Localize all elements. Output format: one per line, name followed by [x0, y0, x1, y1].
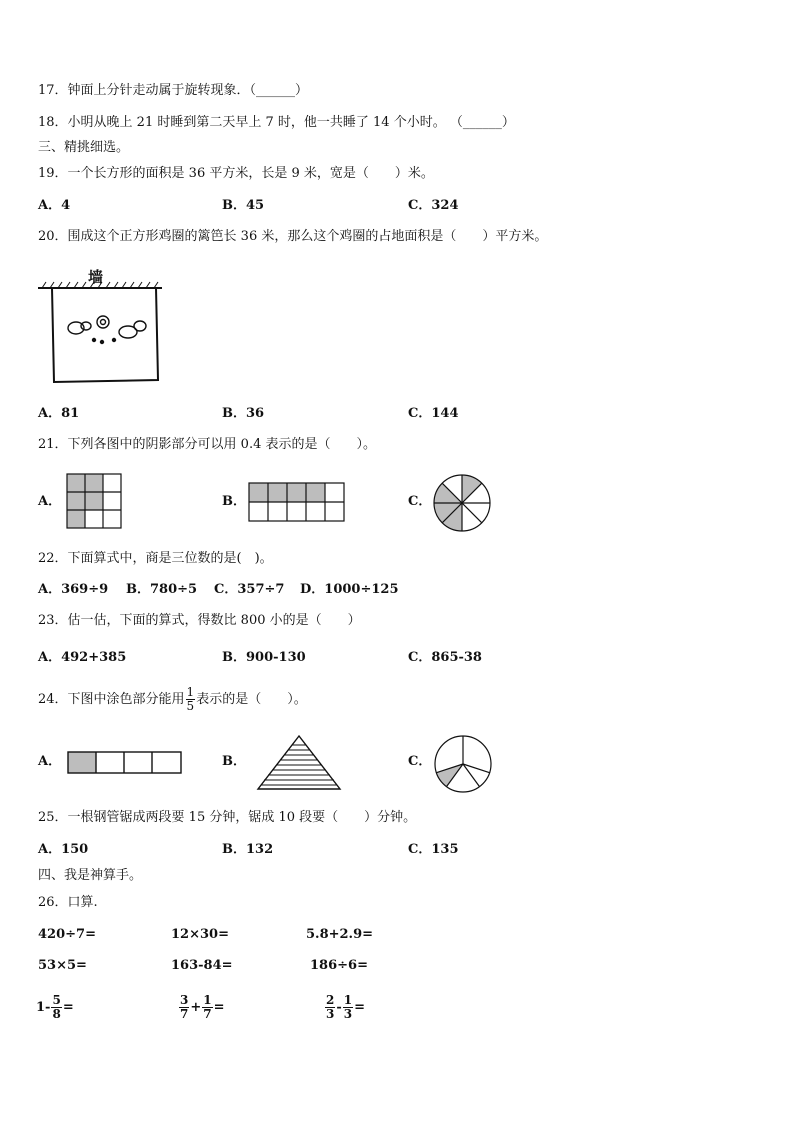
q21-option-c[interactable]: C． — [408, 494, 432, 509]
q25-option-a[interactable]: A．150 — [38, 842, 89, 857]
q24-figure-b-striped-triangle — [256, 734, 342, 792]
q25-option-b[interactable]: B．132 — [222, 842, 274, 857]
calc8-equals: = — [213, 1000, 225, 1015]
q22-option-b[interactable]: B．780÷5 — [126, 582, 198, 597]
q25-option-c[interactable]: C．135 — [408, 842, 459, 857]
calc7-prefix: 1- — [36, 1000, 51, 1015]
calc8-op: + — [190, 1000, 202, 1015]
calc9-den1: 3 — [326, 1007, 335, 1021]
q24-option-a[interactable]: A． — [38, 754, 62, 769]
calc9-op: - — [336, 1000, 342, 1015]
chicken-coop-figure — [36, 280, 166, 386]
question-24-stem — [38, 685, 307, 715]
oral-calc-3: 5.8+2.9= — [306, 927, 374, 942]
question-17: 17．钟面上分针走动属于旋转现象．（______） — [38, 83, 309, 98]
oral-calc-9 — [324, 994, 365, 1021]
q24-option-b[interactable]: B． — [222, 754, 246, 769]
oral-calc-4: 53×5= — [38, 958, 87, 973]
calc9-num1: 2 — [326, 993, 335, 1007]
fraction-denominator: 5 — [186, 699, 195, 713]
calc7-num: 5 — [52, 993, 61, 1007]
q21-figure-b-2x5-grid — [248, 482, 346, 522]
calc8-num1: 3 — [180, 993, 189, 1007]
q22-option-d[interactable]: D．1000÷125 — [300, 582, 399, 597]
calc8-den2: 7 — [203, 1007, 212, 1021]
one-fifth-fraction — [186, 686, 196, 713]
question-21-stem: 21．下列各图中的阴影部分可以用 0.4 表示的是（ ）。 — [38, 437, 376, 452]
question-19-stem: 19．一个长方形的面积是 36 平方米，长是 9 米，宽是（ ）米。 — [38, 166, 434, 181]
oral-calc-5: 163-84= — [171, 958, 233, 973]
wall-label: 墙 — [88, 268, 104, 286]
q21-option-a[interactable]: A． — [38, 494, 62, 509]
q21-figure-a-3x3-grid — [66, 473, 124, 531]
q21-option-b[interactable]: B． — [222, 494, 246, 509]
q19-option-c[interactable]: C．324 — [408, 198, 459, 213]
fraction-numerator: 1 — [186, 685, 195, 699]
q20-option-a[interactable]: A．81 — [38, 406, 80, 421]
question-23-stem: 23．估一估，下面的算式，得数比 800 小的是（ ） — [38, 613, 361, 628]
section-3-heading: 三、精挑细选。 — [38, 140, 130, 155]
q22-option-a[interactable]: A．369÷9 — [38, 582, 109, 597]
calc9-den2: 3 — [343, 1007, 353, 1021]
q19-option-b[interactable]: B．45 — [222, 198, 265, 213]
oral-calc-8 — [178, 994, 225, 1021]
q24-stem-suffix: 表示的是（ ）。 — [196, 692, 307, 707]
question-18: 18．小明从晚上 21 时睡到第二天早上 7 时，他一共睡了 14 个小时。 （______） — [38, 115, 515, 130]
calc8-num2: 1 — [203, 993, 212, 1007]
q20-option-c[interactable]: C．144 — [408, 406, 459, 421]
oral-calc-2: 12×30= — [171, 927, 229, 942]
oral-calc-1: 420÷7= — [38, 927, 96, 942]
calc9-num2: 1 — [343, 993, 353, 1007]
calc7-den: 8 — [52, 1007, 61, 1021]
q24-option-c[interactable]: C． — [408, 754, 432, 769]
q22-option-c[interactable]: C．357÷7 — [214, 582, 285, 597]
q23-option-b[interactable]: B．900-130 — [222, 650, 306, 665]
q24-figure-a-bar-5-parts — [66, 750, 184, 776]
q24-figure-c-circle-5-parts — [434, 735, 494, 795]
q24-stem-prefix: 24．下图中涂色部分能用 — [38, 692, 185, 707]
q19-option-a[interactable]: A．4 — [38, 198, 71, 213]
question-25-stem: 25．一根钢管锯成两段要 15 分钟，锯成 10 段要（ ）分钟。 — [38, 810, 417, 825]
q23-option-c[interactable]: C．865-38 — [408, 650, 482, 665]
calc9-equals: = — [354, 1000, 366, 1015]
question-26-stem: 26．口算. — [38, 895, 98, 910]
calc8-den1: 7 — [180, 1007, 189, 1021]
question-20-stem: 20．围成这个正方形鸡圈的篱笆长 36 米，那么这个鸡圈的占地面积是（ ）平方米。 — [38, 229, 548, 244]
q20-option-b[interactable]: B．36 — [222, 406, 265, 421]
q23-option-a[interactable]: A．492+385 — [38, 650, 127, 665]
oral-calc-7 — [36, 994, 74, 1021]
q21-figure-c-circle-8-parts — [432, 473, 492, 533]
oral-calc-6: 186÷6= — [310, 958, 368, 973]
question-22-stem: 22．下面算式中，商是三位数的是( )。 — [38, 551, 273, 566]
section-4-heading: 四、我是神算手。 — [38, 868, 143, 883]
calc7-equals: = — [62, 1000, 74, 1015]
